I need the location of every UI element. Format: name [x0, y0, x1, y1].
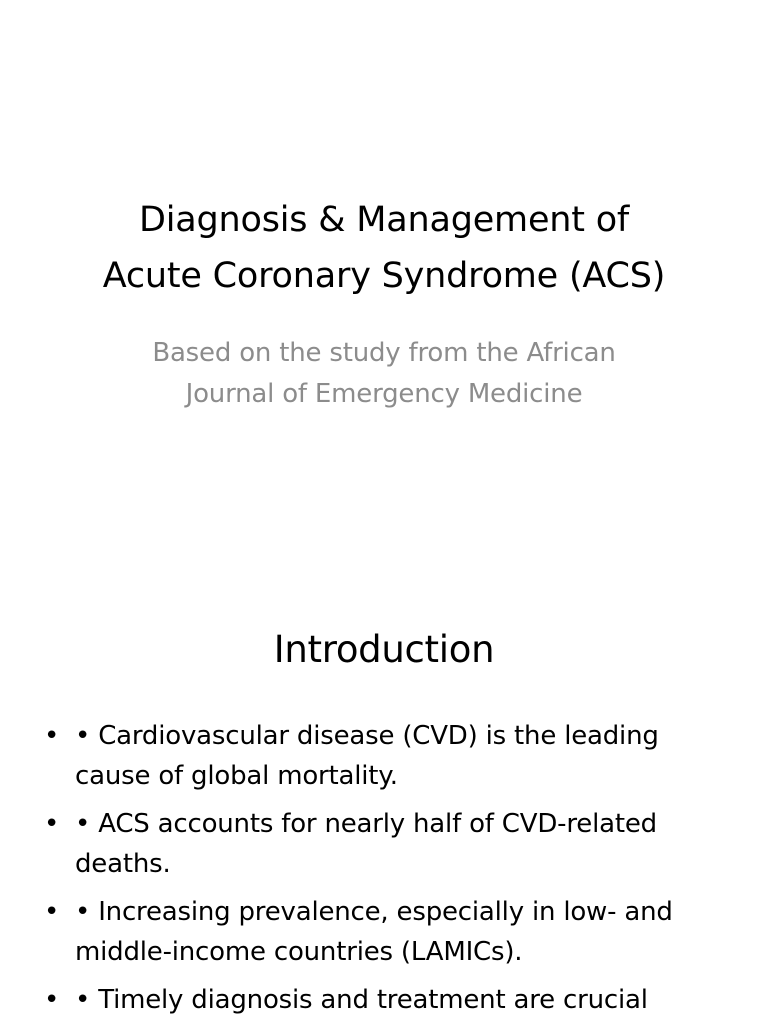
slide-heading: Introduction — [273, 628, 495, 671]
bullet-dot-icon: • — [44, 985, 60, 1015]
bullet-dot-icon: • — [44, 809, 60, 839]
bullet-text: • Increasing prevalence, especially in low- and middle-income countries (LAMICs). — [75, 897, 673, 967]
bullet-dot-icon: • — [44, 897, 60, 927]
bullet-item — [40, 716, 730, 796]
bullet-item — [40, 804, 730, 884]
introduction-slide — [0, 576, 768, 1024]
bullet-dot-icon: • — [44, 721, 60, 751]
slide-subtitle — [0, 333, 768, 415]
slide-title — [0, 192, 768, 304]
slide-title-line-2: Acute Coronary Syndrome (ACS) — [102, 256, 666, 296]
slide-subtitle-line-2: Journal of Emergency Medicine — [185, 379, 583, 409]
bullet-text: • Cardiovascular disease (CVD) is the leading cause of global mortality. — [75, 721, 659, 791]
bullet-list — [40, 716, 730, 1024]
bullet-item — [40, 892, 730, 972]
bullet-text: • Timely diagnosis and treatment are crucial — [75, 985, 648, 1015]
bullet-item — [40, 980, 730, 1020]
slide-subtitle-line-1: Based on the study from the African — [152, 338, 616, 368]
bullet-text: • ACS accounts for nearly half of CVD-related deaths. — [75, 809, 657, 879]
slide-title-line-1: Diagnosis & Management of — [138, 200, 630, 240]
